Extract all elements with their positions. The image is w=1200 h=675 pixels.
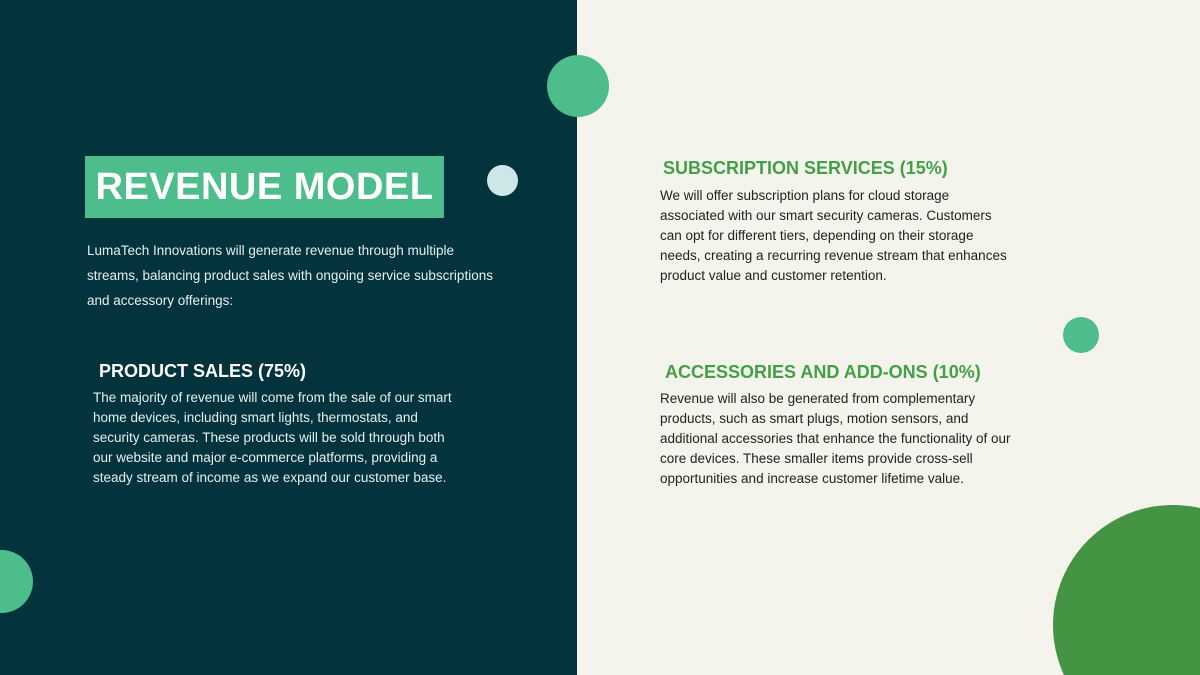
left-panel (0, 0, 577, 675)
decor-circle-right-small (1063, 317, 1099, 353)
title-banner (85, 156, 444, 218)
decor-circle-small-pale (487, 165, 518, 196)
intro-paragraph: LumaTech Innovations will generate revenue through multiple streams, balancing product sales with ongoing service subscriptions and accessory offerings: (87, 243, 493, 308)
decor-circle-top (547, 55, 609, 117)
product-sales-heading: PRODUCT SALES (75%) (99, 361, 307, 381)
accessories-heading: ACCESSORIES AND ADD-ONS (10%) (665, 362, 981, 382)
subscription-services-body: We will offer subscription plans for cloud storage associated with our smart security cameras. Customers can opt for different tiers, depending on their storage needs, creating a recurring revenue stream that enhances product value and customer retention. (660, 188, 1007, 283)
subscription-services-heading: SUBSCRIPTION SERVICES (15%) (663, 158, 948, 178)
accessories-body: Revenue will also be generated from complementary products, such as smart plugs, motion sensors, and additional accessories that enhance the functionality of our core devices. These smaller items provide cross-sell opportunities and increase customer lifetime value. (660, 391, 1011, 486)
page-title: REVENUE MODEL (95, 165, 434, 208)
product-sales-body: The majority of revenue will come from the sale of our smart home devices, including smart lights, thermostats, and security cameras. These products will be sold through both our website and major e-commerce platforms, providing a steady stream of income as we expand our customer base. (93, 390, 452, 485)
